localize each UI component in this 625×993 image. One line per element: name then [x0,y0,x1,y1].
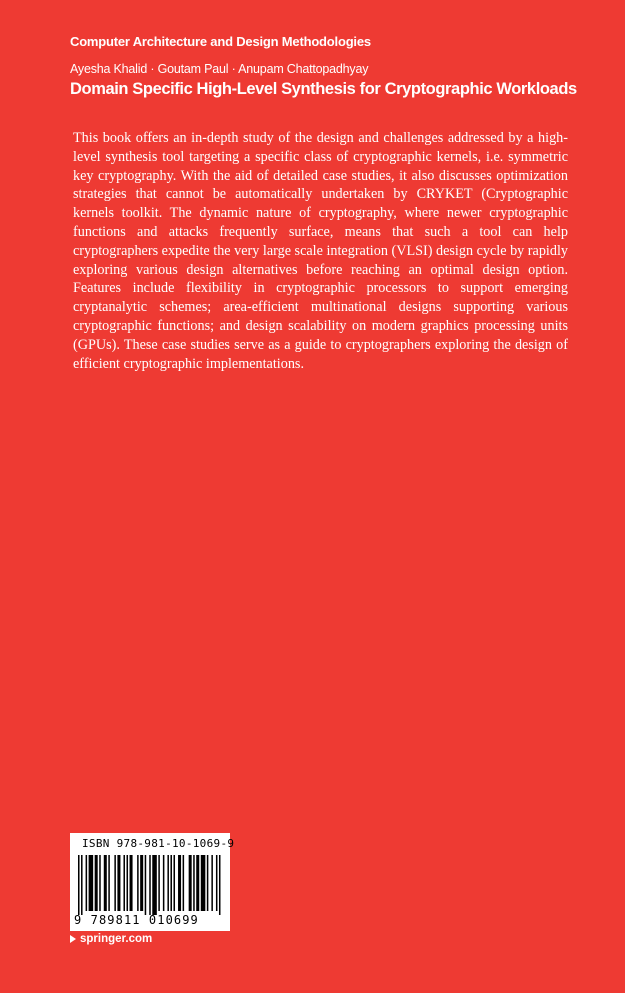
barcode-bar [89,855,94,911]
barcode-bar [140,855,143,911]
barcode-bar [99,855,101,911]
barcode-bar [173,855,175,911]
barcode-bars [78,855,222,915]
barcode-bar [95,855,98,911]
barcode-bar [149,855,151,915]
barcode-bar [219,855,221,915]
barcode-bar [145,855,147,915]
barcode-bar [170,855,172,911]
barcode-bar [86,855,88,911]
publisher-link[interactable] [70,933,152,945]
barcode-box [70,833,235,931]
barcode-bar [167,855,169,911]
barcode-bar [127,855,129,911]
barcode-bar [114,855,116,911]
barcode-bar [130,855,133,911]
barcode-bar [193,855,195,911]
barcode-bar [201,855,206,911]
barcode-bar [123,855,125,911]
publisher-label: springer.com [80,933,153,945]
barcode-bar [189,855,192,911]
barcode-bar [163,855,165,911]
barcode-bar [196,855,199,911]
barcode-digits: 9 789811 010699 [74,913,199,927]
barcode-bar [81,855,83,915]
book-title: Domain Specific High-Level Synthesis for Cryptographic Workloads [70,80,577,98]
barcode-bar [216,855,218,911]
barcode-bar [117,855,120,911]
barcode-bar [158,855,160,911]
barcode-bar [108,855,110,911]
barcode-bar [104,855,107,911]
blurb-text: This book offers an in-depth study of the design and challenges addressed by a high-level synthesis tool targeting a specific class of cryptographic kernels, i.e. symmetric key cryptography. With the aid of detailed case studies, it also discusses optimization strategies that cannot be automatically undertaken by CRYKET (Cryptographic kernels toolkit. The dynamic nature of cryptography, where newer cryptographic functions and attacks frequently surface, means that such a tool can help cryptographers expedite the very large scale integration (VLSI) design cycle by rapidly exploring various design alternatives before reaching an optimal design option. Features include flexibility in cryptographic processors to support emerging cryptanalytic schemes; area-efficient multinational designs supporting various cryptographic functions; and design scalability on modern graphics processing units (GPUs). These case studies serve as a guide to cryptographers exploring the design of efficient cryptographic implementations. [73,130,568,372]
arrow-right-icon [70,935,76,943]
barcode-bar [183,855,185,911]
barcode-bar [152,855,157,915]
barcode-bar [137,855,139,911]
series-name: Computer Architecture and Design Methodologies [70,34,371,49]
isbn-text: ISBN 978-981-10-1069-9 [82,837,235,850]
barcode-bar [211,855,213,911]
authors: Ayesha Khalid · Goutam Paul · Anupam Chattopadhyay [70,62,369,76]
barcode-bar [207,855,209,911]
barcode-bar [178,855,181,911]
barcode-bar [78,855,80,915]
